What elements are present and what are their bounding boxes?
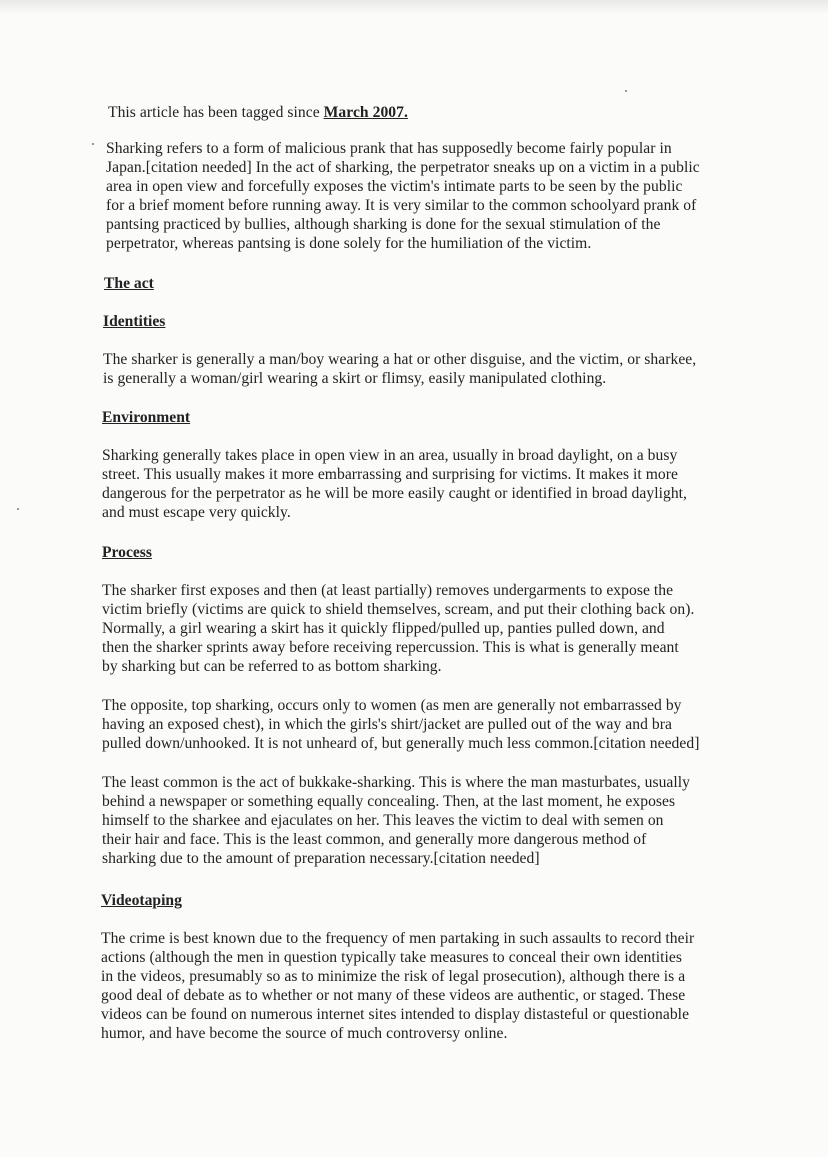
process-line: behind a newspaper or something equally concealing. Then, at the last moment, he exposes <box>102 793 676 811</box>
subheading-videotaping: Videotaping <box>101 892 182 909</box>
process-line: having an exposed chest), in which the girls's shirt/jacket are pulled out of the way and bra <box>102 716 672 734</box>
videotaping-line: videos can be found on numerous internet sites intended to display distasteful or questionable <box>101 1006 690 1024</box>
subheading-process: Process <box>102 544 152 561</box>
process-line: Normally, a girl wearing a skirt has it quickly flipped/pulled up, panties pulled down, and <box>102 620 665 638</box>
process-paragraph-1 <box>102 581 694 676</box>
scan-speck <box>625 90 627 92</box>
intro-line: for a brief moment before running away. It is very similar to the common schoolyard prank of <box>106 197 697 215</box>
environment-line: and must escape very quickly. <box>102 504 291 522</box>
process-line: by sharking but can be referred to as bottom sharking. <box>102 658 442 676</box>
process-line: then the sharker sprints away before receiving repercussion. This is what is generally meant <box>102 639 679 657</box>
videotaping-line: actions (although the men in question typically take measures to conceal their own identities <box>101 949 683 967</box>
scan-speck <box>17 508 19 510</box>
videotaping-line: humor, and have become the source of much controversy online. <box>101 1025 508 1043</box>
environment-paragraph <box>102 446 687 522</box>
tag-notice-date-link[interactable]: March 2007. <box>323 104 408 121</box>
process-line: pulled down/unhooked. It is not unheard of, but generally much less common.[citation needed] <box>102 735 700 753</box>
videotaping-line: in the videos, presumably so as to minimize the risk of legal prosecution), although there is a <box>101 968 686 986</box>
videotaping-line: The crime is best known due to the frequency of men partaking in such assaults to record their <box>101 930 695 947</box>
intro-line: area in open view and forcefully exposes the victim's intimate parts to be seen by the public <box>106 178 683 196</box>
section-heading-the-act: The act <box>104 275 154 292</box>
scan-edge-shadow <box>0 0 828 14</box>
process-line: sharking due to the amount of preparation necessary.[citation needed] <box>102 850 540 868</box>
environment-line: Sharking generally takes place in open view in an area, usually in broad daylight, on a busy <box>102 447 678 464</box>
scan-speck <box>92 143 94 145</box>
process-line: The sharker first exposes and then (at least partially) removes undergarments to expose the <box>102 582 674 599</box>
subheading-environment: Environment <box>102 409 191 426</box>
intro-line: Japan.[citation needed] In the act of sharking, the perpetrator sneaks up on a victim in a public <box>106 159 700 177</box>
identities-line: The sharker is generally a man/boy wearing a hat or other disguise, and the victim, or sharkee, <box>103 351 697 368</box>
environment-line: dangerous for the perpetrator as he will be more easily caught or identified in broad daylight, <box>102 485 687 503</box>
identities-paragraph <box>103 350 696 388</box>
process-line: their hair and face. This is the least common, and generally more dangerous method of <box>102 831 647 849</box>
process-line: The opposite, top sharking, occurs only to women (as men are generally not embarrassed by <box>102 697 682 714</box>
videotaping-paragraph <box>101 929 694 1044</box>
tag-notice <box>108 103 408 122</box>
intro-line: pantsing practiced by bullies, although sharking is done for the sexual stimulation of the <box>106 216 661 234</box>
environment-line: street. This usually makes it more embarrassing and surprising for victims. It makes it more <box>102 466 678 484</box>
intro-line: Sharking refers to a form of malicious prank that has supposedly become fairly popular in <box>106 140 672 157</box>
intro-paragraph <box>106 139 700 254</box>
process-line: The least common is the act of bukkake-sharking. This is where the man masturbates, usually <box>102 774 691 791</box>
tag-notice-prefix: This article has been tagged since <box>108 104 324 121</box>
identities-line: is generally a woman/girl wearing a skirt or flimsy, easily manipulated clothing. <box>103 370 607 388</box>
intro-line: perpetrator, whereas pantsing is done solely for the humiliation of the victim. <box>106 235 592 253</box>
process-line: victim briefly (victims are quick to shield themselves, scream, and put their clothing back on). <box>102 601 695 619</box>
subheading-identities: Identities <box>103 313 166 330</box>
process-line: himself to the sharkee and ejaculates on her. This leaves the victim to deal with semen on <box>102 812 664 830</box>
process-paragraph-3 <box>102 773 690 868</box>
process-paragraph-2 <box>102 696 699 753</box>
videotaping-line: good deal of debate as to whether or not many of these videos are authentic, or staged. These <box>101 987 686 1005</box>
